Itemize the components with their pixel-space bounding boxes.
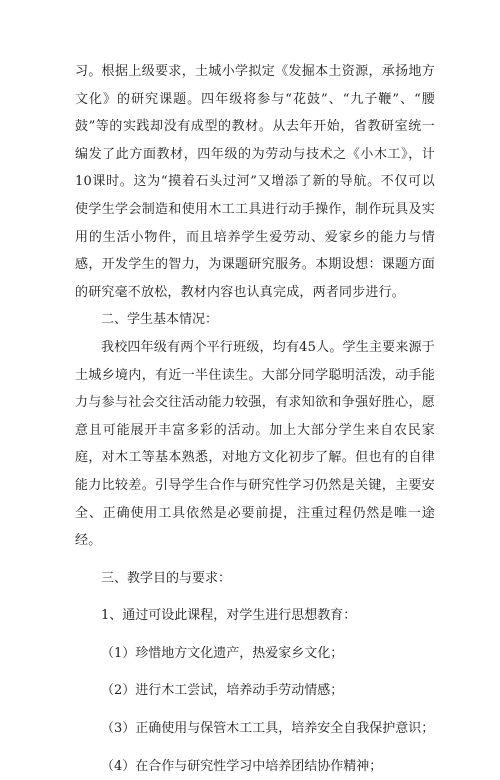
sub-item-2: （2）进行木工尝试，培养动手劳动情感； [101,683,344,699]
section-heading-students: 二、学生基本情况： [101,312,219,328]
section-spacer [75,630,435,640]
intro-paragraph: 习。根据上级要求，土城小学拟定《发掘本土资源，承扬地方文化》的研究课题。四年级将参与“花鼓”、“九子鞭”、“腰鼓”等的实践却没有成型的教材。从去年开始，省教研室统一编发了此方面教材，四年级的为劳动与技术之《小木工》，计10课时。这为“摸着石头过河”又增添了新的导航。不仅可以使学生学会制造和使用木工工具进行动手操作，制作玩具及实用的生活小物件，而且培养学生爱劳动、爱家乡的能力与情感，开发学生的智力，为课题研究服务。本期设想：课题方面的研究毫不放松，教材内容也认真完成，两者同步进行。 [75,64,435,300]
sub-item-1: （1）珍惜地方文化遗产，热爱家乡文化； [101,645,344,661]
section-spacer [75,592,435,602]
goal-item-1: 1、通过可设此课程，对学生进行思想教育： [101,608,357,624]
students-paragraph: 我校四年级有两个平行班级，均有45人。学生主要来源于土城乡境内，有近一半住读生。大部分同学聪明活泼，动手能力与参与社会交往活动能力较强，有求知欲和争强好胜心，愿意且可能展开丰富多彩的活动。加上大部分学生来自农民家庭，对木工等基本熟悉，对地方文化初步了解。但也有的自律能力比较差。引导学生合作与研究性学习仍然是关键，主要安全、正确使用工具依然是必要前提，注重过程仍然是唯一途经。 [75,339,435,549]
sub-item-3: （3）正确使用与保管木工工具，培养安全自我保护意识； [101,721,435,737]
section-heading-goals: 三、教学目的与要求： [101,570,232,586]
document-body [75,58,435,780]
section-spacer [75,555,435,565]
sub-item-4: （4）在合作与研究性学习中培养团结协作精神； [101,758,383,774]
section-spacer [75,743,435,753]
section-spacer [75,667,435,677]
